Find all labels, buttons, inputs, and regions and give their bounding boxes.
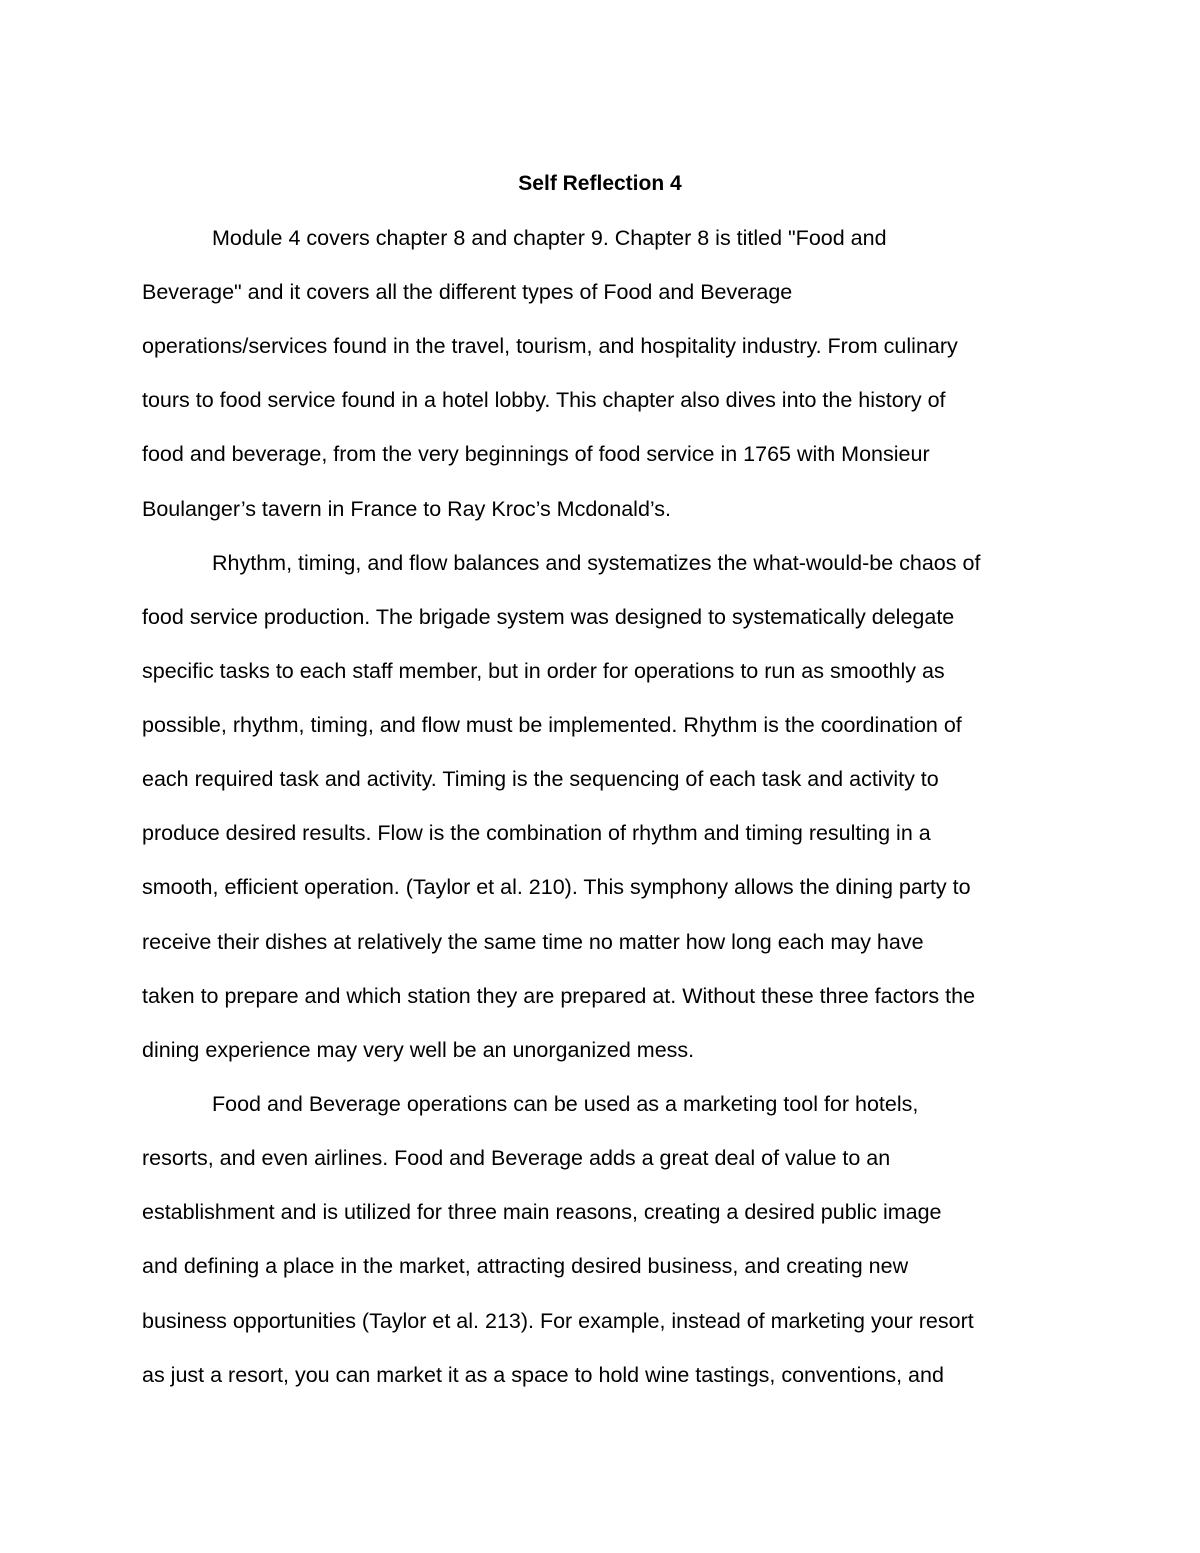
paragraph-line: specific tasks to each staff member, but in order for operations to run as smoothly as (142, 659, 945, 683)
paragraph-line: food and beverage, from the very beginnings of food service in 1765 with Monsieur (142, 442, 930, 466)
paragraph-line: Food and Beverage operations can be used as a marketing tool for hotels, (212, 1092, 919, 1116)
paragraph-line: Boulanger’s tavern in France to Ray Kroc’s Mcdonald’s. (142, 497, 672, 521)
paragraph-line: receive their dishes at relatively the same time no matter how long each may have (142, 930, 924, 954)
paragraph-line: smooth, efficient operation. (Taylor et al. 210). This symphony allows the dining party to (142, 875, 971, 899)
paragraph-line: produce desired results. Flow is the combination of rhythm and timing resulting in a (142, 821, 931, 845)
paragraph-line: food service production. The brigade system was designed to systematically delegate (142, 605, 955, 629)
paragraph-line: each required task and activity. Timing is the sequencing of each task and activity to (142, 767, 939, 791)
paragraph-line: and defining a place in the market, attracting desired business, and creating new (142, 1254, 909, 1278)
document-title: Self Reflection 4 (518, 172, 682, 195)
paragraph-line: possible, rhythm, timing, and flow must be implemented. Rhythm is the coordination of (142, 713, 962, 737)
paragraph-line: business opportunities (Taylor et al. 213). For example, instead of marketing your resort (142, 1309, 974, 1333)
paragraph-line: operations/services found in the travel, tourism, and hospitality industry. From culinary (142, 334, 958, 358)
paragraph-line: taken to prepare and which station they are prepared at. Without these three factors the (142, 984, 976, 1008)
paragraph-line: Module 4 covers chapter 8 and chapter 9. Chapter 8 is titled "Food and (212, 226, 887, 250)
paragraph-line: dining experience may very well be an unorganized mess. (142, 1038, 695, 1062)
paragraph-line: Beverage" and it covers all the different types of Food and Beverage (142, 280, 793, 304)
paragraph-line: tours to food service found in a hotel lobby. This chapter also dives into the history of (142, 388, 946, 412)
paragraph-line: resorts, and even airlines. Food and Beverage adds a great deal of value to an (142, 1146, 891, 1170)
paragraph-line: as just a resort, you can market it as a space to hold wine tastings, conventions, and (142, 1363, 944, 1387)
paragraph-line: establishment and is utilized for three main reasons, creating a desired public image (142, 1200, 942, 1224)
paragraph-line: Rhythm, timing, and flow balances and systematizes the what-would-be chaos of (212, 551, 981, 575)
